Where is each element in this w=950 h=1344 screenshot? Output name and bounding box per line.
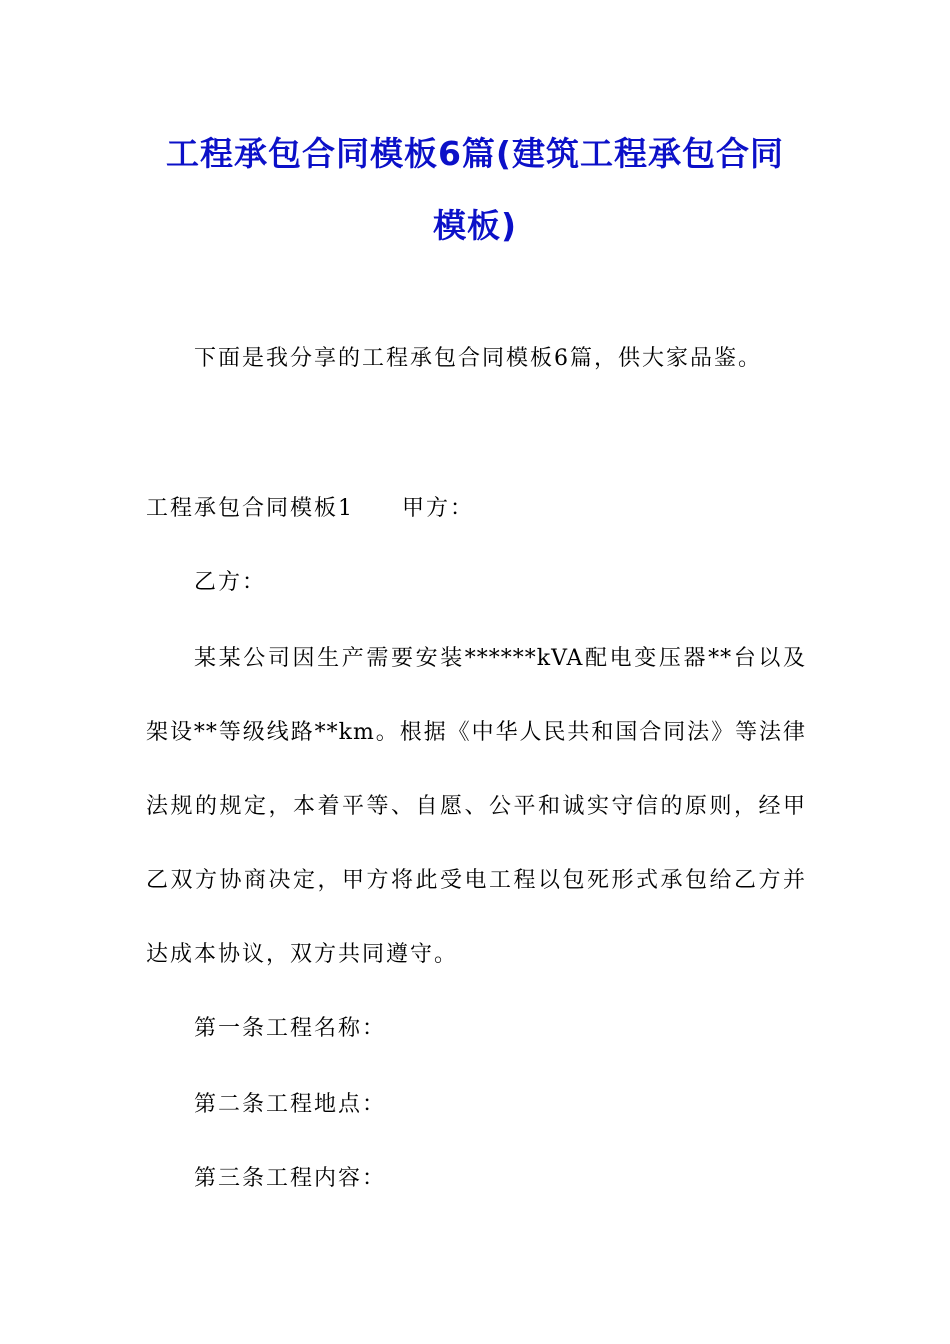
section-heading-line (146, 494, 474, 524)
body-line-4: 乙双方协商决定，甲方将此受电工程以包死形式承包给乙方并 (146, 868, 806, 893)
section-heading: 工程承包合同模板1 (146, 496, 354, 521)
document-title-line-1: 工程承包合同模板6篇(建筑工程承包合同 (165, 134, 785, 173)
document-title-line-2: 模板) (432, 206, 518, 245)
body-line-3: 法规的规定，本着平等、自愿、公平和诚实守信的原则，经甲 (146, 794, 806, 819)
article-3: 第三条工程内容： (194, 1166, 387, 1191)
body-line-5: 达成本协议，双方共同遵守。 (146, 942, 459, 967)
party-a-label: 甲方： (402, 496, 475, 521)
party-b-label: 乙方： (194, 570, 267, 595)
intro-paragraph: 下面是我分享的工程承包合同模板6篇，供大家品鉴。 (194, 346, 762, 371)
article-2: 第二条工程地点： (194, 1092, 387, 1117)
body-line-1: 某某公司因生产需要安装******kVA配电变压器**台以及 (194, 646, 806, 671)
article-1: 第一条工程名称： (194, 1016, 387, 1041)
body-line-2: 架设**等级线路**km。根据《中华人民共和国合同法》等法律 (146, 720, 806, 745)
